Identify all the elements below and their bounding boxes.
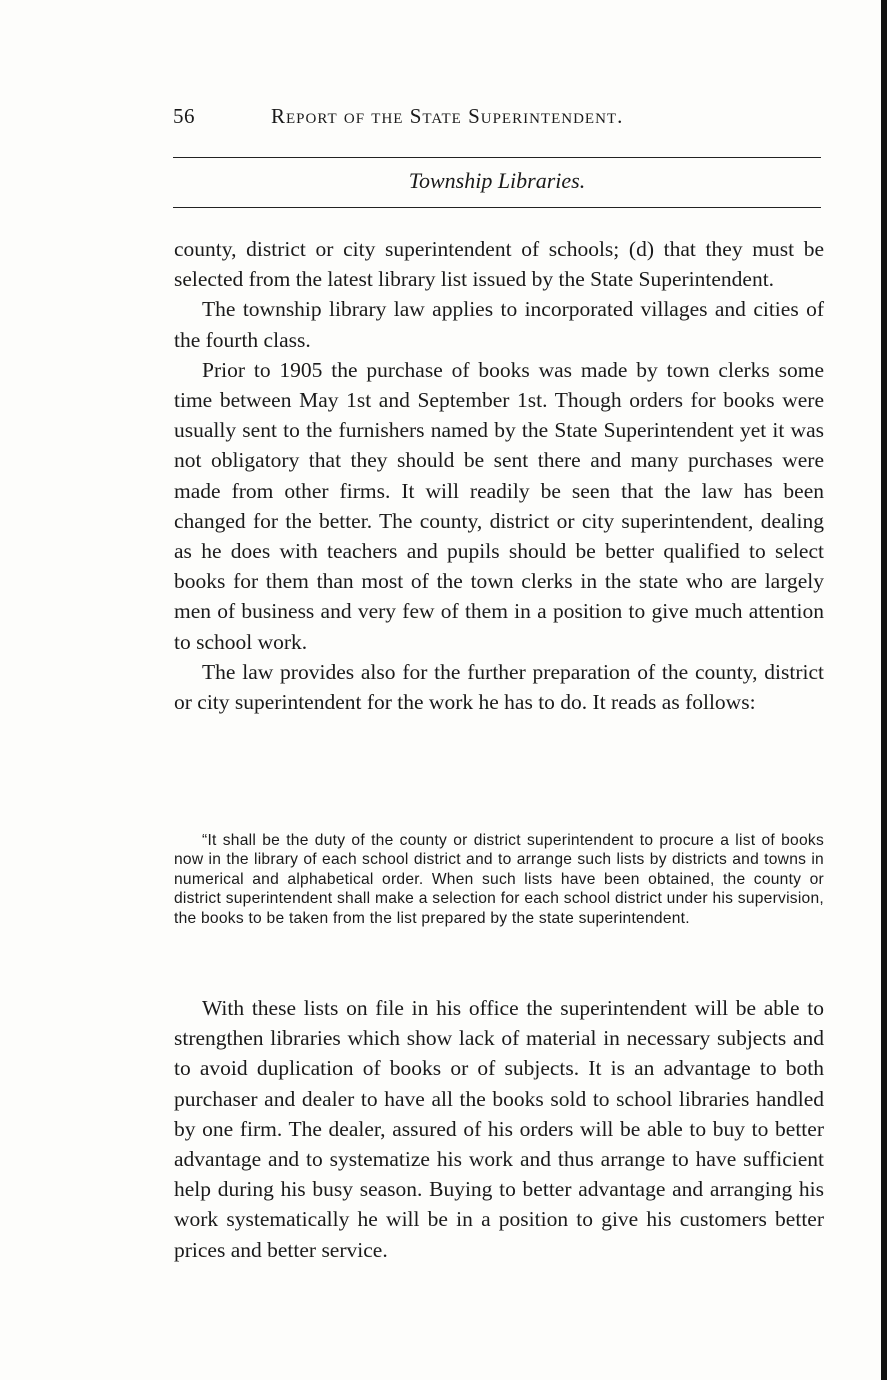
paragraph-law-provides: The law provides also for the further preparation of the county, district or city superintendent for the work he has to do. It reads as follows: [174,659,824,715]
paragraph-prior-to-1905: Prior to 1905 the purchase of books was made by town clerks some time between May 1st and September 1st. Though orders for books were usually sent to the furnishers named by the State Superintendent yet it was not obligatory that they should be sent there and many purchases were made from other firms. It will readily be seen that the law has been changed for the better. The county, district or city superintendent, dealing as he does with teachers and pupils should be better qualified to select books for them than most of the town clerks in the state who are largely men of business and very few of them in a position to give much attention to school work. [174,357,824,654]
main-text-block [174,234,824,717]
section-title: Township Libraries. [408,168,586,193]
page-edge-shadow [881,0,887,1380]
block-quote: “It shall be the duty of the county or district superintendent to procure a list of books now in the library of each school district and to arrange such lists by districts and towns in numerical and alphabetical order. When such lists have been obtained, the county or district superintendent shall make a selection for each school district under his supervision, the books to be taken from the list prepared by the state superintendent. [174,832,824,927]
running-title: Report of the State Superintendent. [271,104,624,128]
page-number: 56 [173,104,195,128]
paragraph-lists-on-file: With these lists on file in his office the superintendent will be able to strengthen libraries which show lack of material in necessary subjects and to avoid duplication of books or of subjects. It is an advantage to both purchaser and dealer to have all the books sold to school libraries handled by one firm. The dealer, assured of his orders will be able to buy to better advantage and to systematize his work and thus arrange to have sufficient help during his busy season. Buying to better advantage and arranging his work systematically he will be in a position to give his customers better prices and better service. [174,996,824,1262]
paragraph-continued: county, district or city superintendent of schools; (d) that they must be selected from the latest library list issued by the State Superintendent. [174,237,824,292]
running-header [173,104,723,134]
header-rule-bottom [173,207,821,208]
header-rule-top [173,157,821,158]
closing-text-block [174,993,824,1265]
paragraph-township-law: The township library law applies to incorporated villages and cities of the fourth class. [174,297,824,352]
